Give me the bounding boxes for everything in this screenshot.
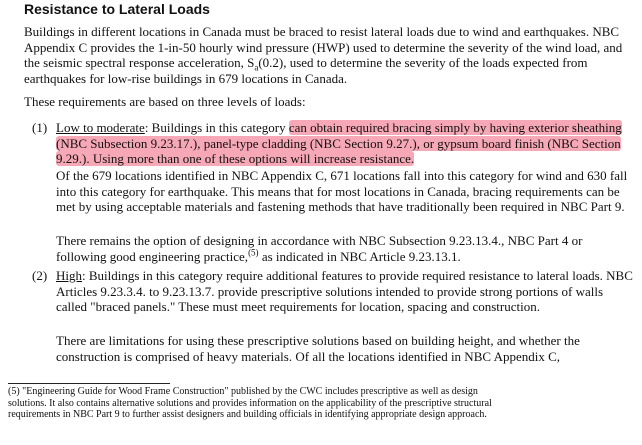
item-1-paragraph-2: Of the 679 locations identified in NBC Appendix C, 671 locations fall into this category for wind and 630 fall into this category for earthquake. This means that for most locations in Canada, bracing requirements can be met by using acceptable materials and fastening methods that have traditionally been required in NBC Part 9. [56,168,628,214]
item-2-paragraph [56,268,636,315]
item-1-number: (1) [32,120,48,135]
item-1-paragraph-3 [56,233,636,264]
item-2-label: High [56,268,82,283]
item-1-paragraph [56,120,636,167]
item-1-para3-text-a: There remains the option of designing in accordance with NBC Subsection 9.23.13.4., NBC Part 4 or following good engineering practice, [56,233,583,264]
intro-text-2: (0.2), used to determine the severity of the loads expected from earthquakes for low-rise buildings in 679 locations in Canada. [24,55,588,86]
footnote-ref: (5) [248,247,259,258]
item-2-number: (2) [32,268,48,283]
footnote: (5) "Engineering Guide for Wood Frame Construction" published by the CWC includes prescriptive as well as design solutions. It also contains alternative solutions and provides information on the applicability of the prescriptive structural requirements in NBC Part 9 to further assist designers and building officials in identifying appropriate design approach. [8,386,492,421]
footnote-divider [8,383,170,384]
item-1-label: Low to moderate [56,120,145,135]
item-1-text: : Buildings in this category [144,120,289,135]
item-1-para3-text-b: as indicated in NBC Article 9.23.13.1. [258,248,461,264]
intro-text-1: Buildings in different locations in Canada must be braced to resist lateral loads due to wind and earthquakes. NBC Appendix C provides the 1-in-50 hourly wind pressure (HWP) used to determine the severity of the wind load, and the seismic spectral response acceleration, S [24,24,623,70]
item-2-text: : Buildings in this category require additional features to provide required resistance to lateral loads. NBC Articles 9.23.3.4. to 9.23.13.7. provide prescriptive solutions intended to provide strong portions of walls called "braced panels." These must meet requirements for location, spacing and construction. [56,268,633,314]
intro-subscript: a [254,62,259,73]
section-heading: Resistance to Lateral Loads [24,1,210,17]
levels-intro: These requirements are based on three levels of loads: [24,94,306,109]
intro-paragraph [24,24,636,86]
item-2-paragraph-2: There are limitations for using these prescriptive solutions based on building height, and whether the construction is comprised of heavy materials. Of all the locations identified in NBC Appendix C, [56,333,580,364]
item-1-highlight: can obtain required bracing simply by having exterior sheathing (NBC Subsection 9.23.17.), panel-type cladding (NBC Section 9.27.), or gypsum board finish (NBC Section 9.29.). Using more than one of these options will increase resistance. [56,120,622,166]
